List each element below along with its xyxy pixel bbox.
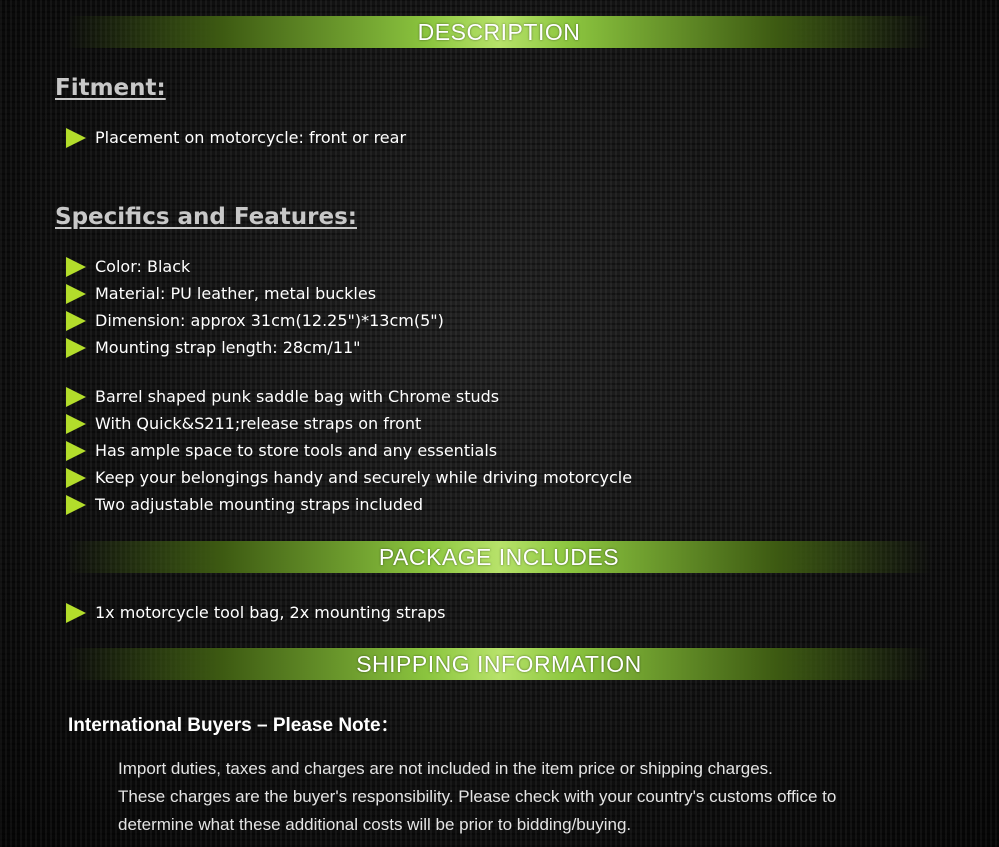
arrow-right-icon: [66, 128, 86, 148]
arrow-right-icon: [66, 414, 86, 434]
arrow-right-icon: [66, 257, 86, 277]
list-item: [66, 464, 632, 491]
list-item: [66, 491, 632, 518]
list-item: [66, 307, 444, 334]
arrow-right-icon: [66, 468, 86, 488]
list-item: [66, 383, 632, 410]
arrow-right-icon: [66, 495, 86, 515]
list-item: [66, 334, 444, 361]
arrow-right-icon: [66, 311, 86, 331]
specifics-list-2: [66, 383, 632, 518]
fitment-list: [66, 124, 406, 151]
list-item: [66, 599, 445, 626]
arrow-right-icon: [66, 338, 86, 358]
shipping-banner: SHIPPING INFORMATION: [66, 648, 932, 680]
list-item-text: 1x motorcycle tool bag, 2x mounting straps: [95, 603, 446, 622]
list-item-text: Material: PU leather, metal buckles: [95, 284, 377, 303]
shipping-notice: [118, 755, 938, 839]
specifics-title: Specifics and Features:: [55, 204, 357, 230]
list-item-text: Mounting strap length: 28cm/11": [95, 338, 361, 357]
list-item: [66, 253, 444, 280]
package-banner: PACKAGE INCLUDES: [66, 541, 932, 573]
list-item-text: Has ample space to store tools and any essentials: [95, 441, 498, 460]
list-item-text: Dimension: approx 31cm(12.25")*13cm(5"): [95, 311, 444, 330]
shipping-line: Import duties, taxes and charges are not included in the item price or shipping charges.: [118, 759, 773, 778]
arrow-right-icon: [66, 284, 86, 304]
list-item-text: Placement on motorcycle: front or rear: [95, 128, 407, 147]
shipping-line: determine what these additional costs will be prior to bidding/buying.: [118, 815, 632, 834]
specifics-list-1: [66, 253, 444, 361]
list-item-text: Barrel shaped punk saddle bag with Chrome studs: [95, 387, 500, 406]
arrow-right-icon: [66, 387, 86, 407]
list-item-text: Keep your belongings handy and securely while driving motorcycle: [95, 468, 633, 487]
list-item-text: Color: Black: [95, 257, 191, 276]
list-item: [66, 437, 632, 464]
fitment-title: Fitment:: [55, 75, 166, 101]
package-list: [66, 599, 445, 626]
arrow-right-icon: [66, 441, 86, 461]
list-item: [66, 124, 406, 151]
list-item: [66, 280, 444, 307]
list-item: [66, 410, 632, 437]
list-item-text: With Quick&S211;release straps on front: [95, 414, 422, 433]
shipping-line: These charges are the buyer's responsibility. Please check with your country's customs office to: [118, 787, 837, 806]
description-banner: DESCRIPTION: [66, 16, 932, 48]
shipping-heading: International Buyers – Please Note：: [68, 715, 400, 736]
arrow-right-icon: [66, 603, 86, 623]
list-item-text: Two adjustable mounting straps included: [95, 495, 424, 514]
